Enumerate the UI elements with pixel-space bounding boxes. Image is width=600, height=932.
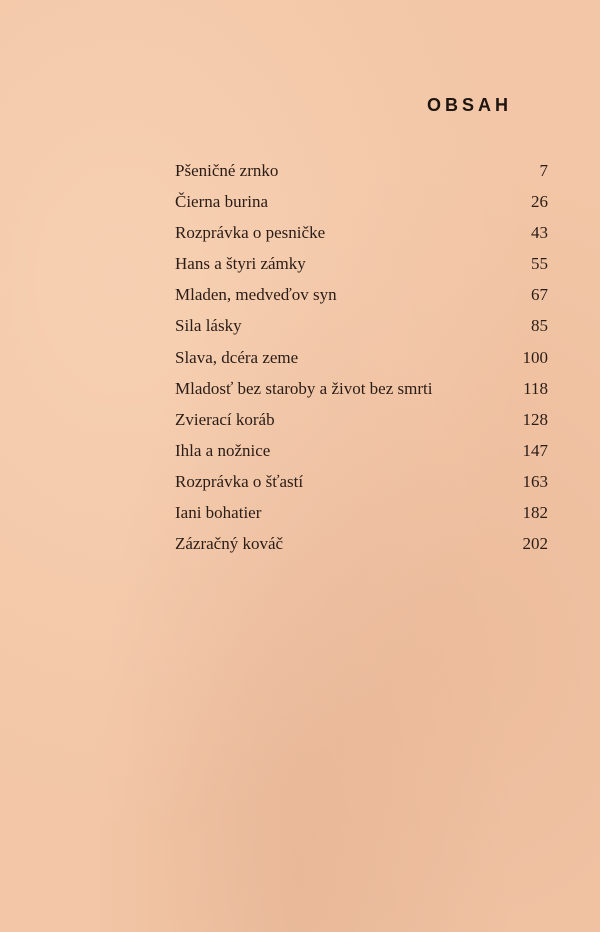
toc-entry-title: Slava, dcéra zeme (175, 347, 299, 367)
toc-entry-page: 85 (531, 316, 548, 336)
toc-entry-title: Iani bohatier (175, 503, 262, 523)
table-of-contents (175, 155, 548, 559)
toc-entry-page: 147 (522, 440, 548, 460)
toc-entry (175, 497, 548, 528)
toc-entry-page: 7 (539, 161, 548, 180)
toc-entry (175, 435, 548, 466)
toc-entry-title: Ihla a nožnice (175, 440, 271, 460)
toc-entry-title: Čierna burina (175, 192, 268, 212)
toc-entry (175, 342, 548, 373)
toc-entry (175, 310, 548, 341)
toc-entry-page: 182 (522, 503, 548, 523)
toc-entry-title: Zázračný kováč (175, 534, 284, 554)
toc-entry-title: Rozprávka o pesničke (175, 223, 326, 243)
toc-entry-page: 100 (522, 347, 548, 367)
toc-entry (175, 217, 548, 248)
toc-entry-page: 26 (531, 192, 548, 212)
toc-entry-page: 67 (531, 285, 548, 305)
toc-entry (175, 404, 548, 435)
toc-entry-title: Zvierací koráb (175, 409, 275, 429)
toc-entry-page: 202 (522, 534, 548, 554)
toc-entry-page: 128 (522, 409, 548, 429)
toc-entry-title: Sila lásky (175, 316, 242, 336)
toc-entry-page: 43 (531, 223, 548, 243)
toc-entry (175, 528, 548, 559)
toc-entry-title: Mladen, medveďov syn (175, 285, 337, 305)
toc-entry (175, 279, 548, 310)
toc-entry-page: 55 (531, 254, 548, 274)
toc-entry-title: Rozprávka o šťastí (175, 471, 304, 491)
contents-heading: OBSAH (426, 95, 512, 115)
toc-entry-title: Hans a štyri zámky (175, 254, 306, 274)
toc-entry (175, 248, 548, 279)
toc-entry (175, 155, 548, 186)
toc-entry-page: 163 (522, 471, 548, 491)
toc-entry-page: 118 (523, 378, 548, 398)
toc-entry (175, 373, 548, 404)
toc-entry-title: Mladosť bez staroby a život bez smrti (175, 378, 433, 398)
toc-entry-title: Pšeničné zrnko (175, 161, 279, 180)
toc-entry (175, 186, 548, 217)
toc-entry (175, 466, 548, 497)
